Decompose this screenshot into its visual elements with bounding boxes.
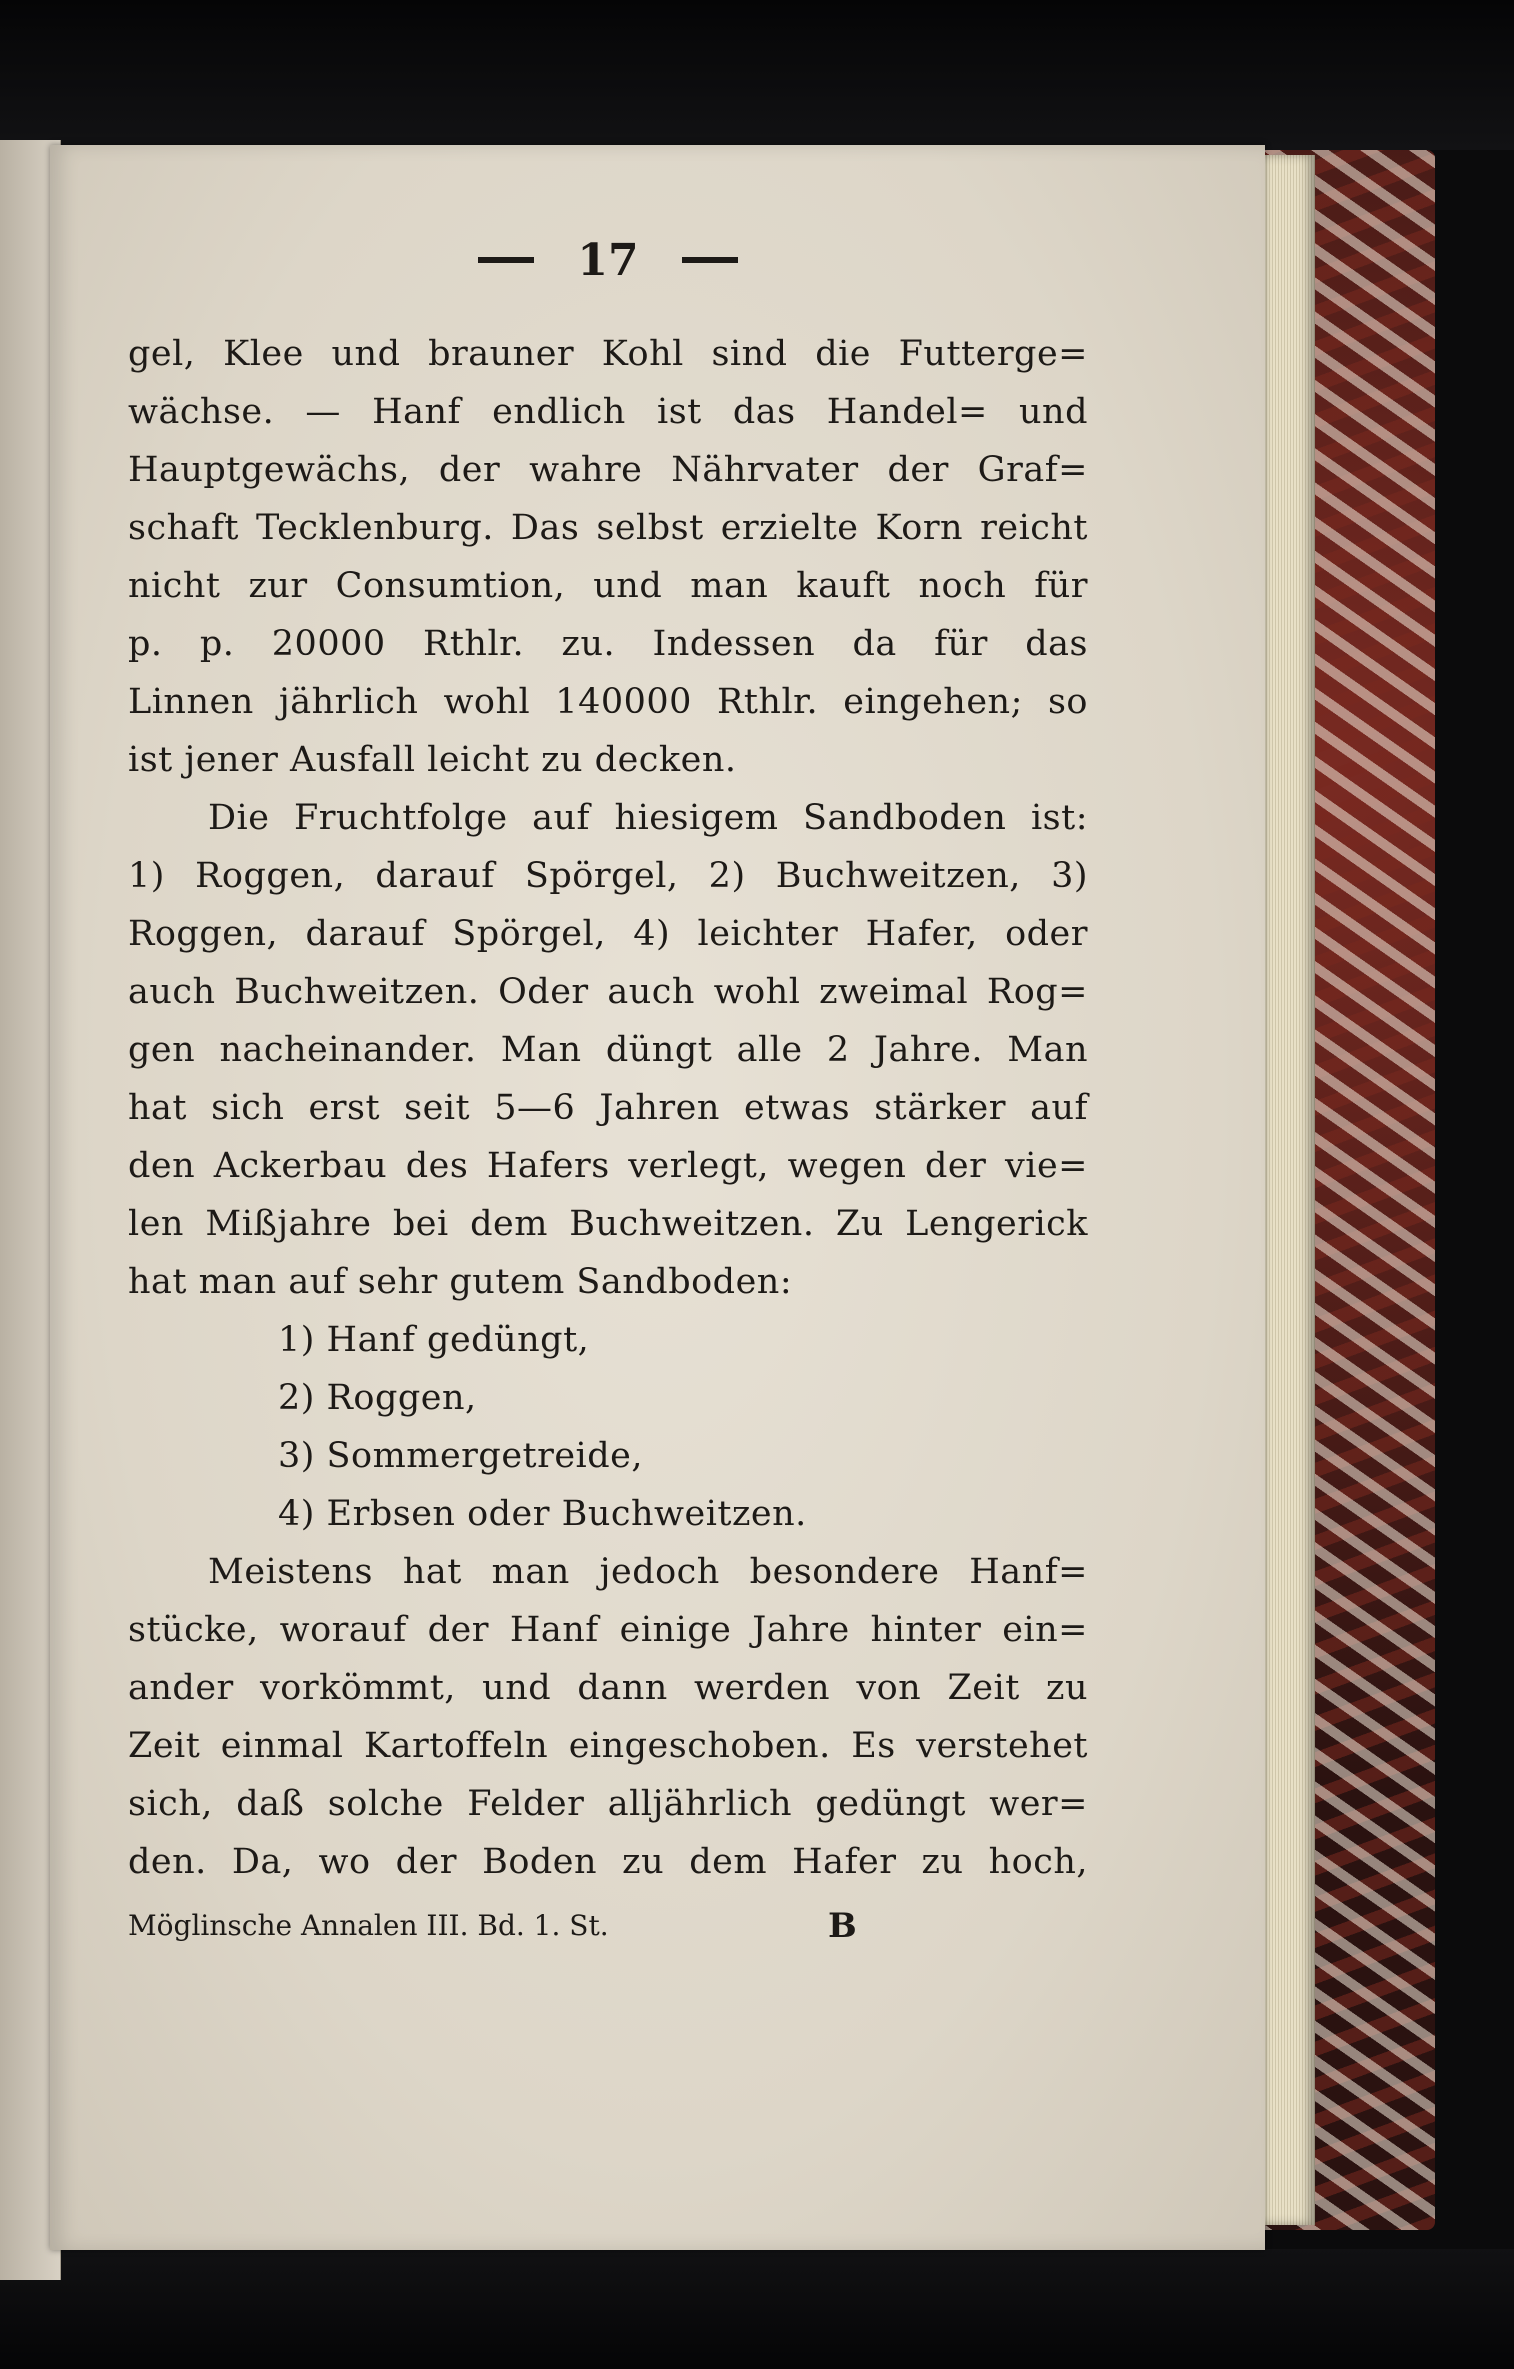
text-line: hat man auf sehr gutem Sandboden: bbox=[128, 1262, 793, 1302]
text-line: Die Fruchtfolge auf hiesigem Sandboden ist: bbox=[208, 798, 1088, 838]
text-line: Zeit einmal Kartoffeln eingeschoben. Es verstehet bbox=[128, 1726, 1088, 1766]
text-line: Hauptgewächs, der wahre Nährvater der Graf= bbox=[128, 450, 1088, 490]
list-item: 3) Sommergetreide, bbox=[278, 1436, 643, 1476]
text-line: ist jener Ausfall leicht zu decken. bbox=[128, 740, 737, 780]
text-line: len Mißjahre bei dem Buchweitzen. Zu Lengerick bbox=[128, 1204, 1088, 1244]
header-dash-right bbox=[682, 257, 738, 263]
signature-mark: B bbox=[828, 1906, 857, 1946]
list-item: 1) Hanf gedüngt, bbox=[278, 1320, 590, 1360]
text-line: ander vorkömmt, und dann werden von Zeit zu bbox=[128, 1668, 1088, 1708]
dark-background-top bbox=[0, 0, 1514, 150]
header-dash-left bbox=[478, 257, 534, 263]
page-text-block bbox=[128, 235, 1088, 1955]
text-line: gen nacheinander. Man düngt alle 2 Jahre. Man bbox=[128, 1030, 1088, 1070]
page-footer bbox=[128, 1897, 1088, 1955]
page-header bbox=[128, 235, 1088, 325]
text-line: den Ackerbau des Hafers verlegt, wegen der vie= bbox=[128, 1146, 1088, 1186]
text-line: 1) Roggen, darauf Spörgel, 2) Buchweitzen, 3) bbox=[128, 856, 1088, 896]
list-item: 4) Erbsen oder Buchweitzen. bbox=[278, 1494, 807, 1534]
signature-line: Möglinsche Annalen III. Bd. 1. St. bbox=[128, 1909, 609, 1942]
text-line: Roggen, darauf Spörgel, 4) leichter Hafer, oder bbox=[128, 914, 1088, 954]
text-line: auch Buchweitzen. Oder auch wohl zweimal Rog= bbox=[128, 972, 1088, 1012]
text-line: Meistens hat man jedoch besondere Hanf= bbox=[208, 1552, 1088, 1592]
page-number: 17 bbox=[577, 235, 639, 286]
text-line: gel, Klee und brauner Kohl sind die Futterge= bbox=[128, 334, 1088, 374]
text-line: hat sich erst seit 5—6 Jahren etwas stärker auf bbox=[128, 1088, 1088, 1128]
text-line: den. Da, wo der Boden zu dem Hafer zu hoch, bbox=[128, 1842, 1088, 1882]
text-line: sich, daß solche Felder alljährlich gedüngt wer= bbox=[128, 1784, 1088, 1824]
list-item: 2) Roggen, bbox=[278, 1378, 477, 1418]
dark-background-bottom bbox=[0, 2249, 1514, 2369]
text-line: nicht zur Consumtion, und man kauft noch für bbox=[128, 566, 1088, 606]
text-line: Linnen jährlich wohl 140000 Rthlr. eingehen; so bbox=[128, 682, 1088, 722]
text-line: wächse. — Hanf endlich ist das Handel= und bbox=[128, 392, 1088, 432]
text-line: p. p. 20000 Rthlr. zu. Indessen da für das bbox=[128, 624, 1088, 664]
text-line: stücke, worauf der Hanf einige Jahre hinter ein= bbox=[128, 1610, 1088, 1650]
text-line: schaft Tecklenburg. Das selbst erzielte Korn reicht bbox=[128, 508, 1088, 548]
